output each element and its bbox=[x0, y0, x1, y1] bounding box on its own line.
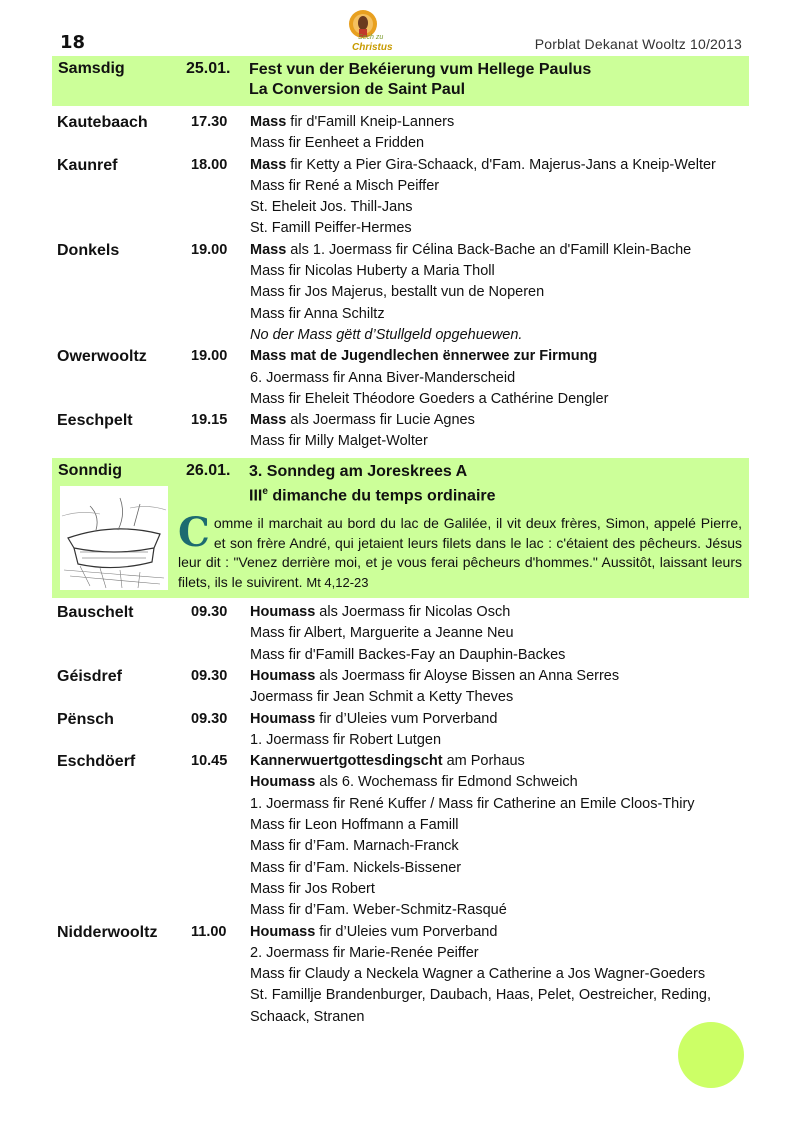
sunday-title-line1: 3. Sonndeg am Joreskrees A bbox=[249, 463, 468, 480]
intention-text: St. Eheleit Jos. Thill-Jans bbox=[250, 199, 413, 216]
intention-text: als Joermass fir Lucie Agnes bbox=[286, 412, 475, 429]
decorative-circle bbox=[678, 1022, 744, 1088]
intention-line bbox=[250, 155, 760, 176]
intention-line bbox=[250, 346, 760, 367]
intention-line bbox=[250, 602, 760, 623]
mass-intentions bbox=[250, 666, 760, 709]
intention-text: 6. Joermass fir Anna Biver-Manderscheid bbox=[250, 369, 516, 386]
mass-time: 09.30 bbox=[191, 710, 228, 727]
intention-line bbox=[250, 431, 760, 452]
intention-text: Mass fir d’Fam. Nickels-Bissener bbox=[250, 859, 462, 876]
intention-text: Mass fir René a Misch Peiffer bbox=[250, 177, 440, 194]
intention-text: Mass bbox=[250, 114, 287, 130]
intention-text: als Joermass fir Aloyse Bissen an Anna Serres bbox=[315, 667, 620, 684]
intention-text: Houmass bbox=[250, 604, 316, 620]
intention-line bbox=[250, 218, 760, 239]
intention-text: Houmass bbox=[250, 710, 316, 727]
intention-text: Mass fir Jos Majerus, bestallt vun de Noperen bbox=[250, 284, 545, 301]
feast-title-line1: Fest vun der Bekéierung vum Hellege Paulus bbox=[249, 61, 592, 78]
intention-text: als 1. Joermass fir Célina Back-Bache an d'Famill Klein-Bache bbox=[286, 241, 692, 258]
page-header bbox=[0, 0, 800, 56]
day-label: Samsdig bbox=[58, 60, 125, 77]
intention-line bbox=[250, 964, 760, 985]
intention-text: Mass fir Anna Schiltz bbox=[250, 305, 385, 322]
mass-intentions bbox=[250, 602, 760, 666]
parish-name: Géisdref bbox=[57, 667, 122, 685]
mass-intentions bbox=[250, 112, 760, 155]
intention-text: 1. Joermass fir René Kuffer / Mass fir Catherine an Emile Cloos-Thiry bbox=[250, 795, 695, 812]
intention-line bbox=[250, 197, 760, 218]
intention-text: fir d'Famill Kneip-Lanners bbox=[286, 114, 455, 130]
intention-text: als Joermass fir Nicolas Osch bbox=[315, 604, 511, 620]
parish-name: Kaunref bbox=[57, 156, 118, 174]
intention-line bbox=[250, 112, 760, 133]
intention-text: Houmass bbox=[250, 923, 316, 940]
intention-line bbox=[250, 730, 760, 751]
intention-line bbox=[250, 261, 760, 282]
parish-name: Kautebaach bbox=[57, 114, 148, 131]
quote-reference: Mt 4,12-23 bbox=[306, 574, 369, 590]
sunday-title-line2: IIIe dimanche du temps ordinaire bbox=[249, 486, 496, 505]
intention-line bbox=[250, 176, 760, 197]
intention-text: Mass fir Milly Malget-Wolter bbox=[250, 433, 428, 450]
mass-time: 19.00 bbox=[191, 348, 228, 365]
publication-title: Porblat Dekanat Wooltz 10/2013 bbox=[534, 36, 742, 52]
quote-text: omme il marchait au bord du lac de Galilée, il vit deux frères, Simon, appelé Pierre, et son frère André, qui jetaient leurs filets dans le lac : c'étaient des pêcheurs. Jésus leur dit : "Venez derrière moi, et je vous ferai pêcheurs d'hommes." Aussitôt, laissant leurs filets, ils le suivirent. bbox=[178, 515, 742, 590]
intention-text: Mass bbox=[250, 156, 287, 173]
intention-text: Mass fir Jos Robert bbox=[250, 880, 375, 897]
logo-name: Christus bbox=[352, 42, 393, 53]
intention-line bbox=[250, 751, 760, 772]
mass-time: 18.00 bbox=[191, 156, 228, 173]
intention-line bbox=[250, 922, 760, 943]
mass-intentions bbox=[250, 922, 760, 1028]
intention-text: 1. Joermass fir Robert Lutgen bbox=[250, 731, 442, 748]
mass-intentions bbox=[250, 410, 760, 453]
date-label: 25.01. bbox=[186, 60, 231, 77]
intention-text: Mass fir Claudy a Neckela Wagner a Catherine a Jos Wagner-Goeders bbox=[250, 966, 706, 983]
intention-text: St. Famillje Brandenburger, Daubach, Haas, Pelet, Oestreicher, Reding, bbox=[250, 987, 712, 1004]
mass-time: 10.45 bbox=[191, 753, 228, 770]
day-label: Sonndig bbox=[58, 462, 122, 479]
intention-text: als 6. Wochemass fir Edmond Schweich bbox=[315, 774, 578, 791]
intention-line bbox=[250, 985, 760, 1006]
feast-title-line2: La Conversion de Saint Paul bbox=[249, 81, 466, 98]
parish-name: Bauschelt bbox=[57, 604, 134, 621]
intention-line bbox=[250, 389, 760, 410]
intention-text: Mass fir Albert, Marguerite a Jeanne Neu bbox=[250, 625, 514, 642]
mass-time: 19.15 bbox=[191, 412, 228, 429]
intention-line bbox=[250, 368, 760, 389]
intention-text: Mass fir Nicolas Huberty a Maria Tholl bbox=[250, 263, 495, 280]
drop-cap: C bbox=[178, 509, 210, 556]
intention-text: Mass fir d’Fam. Marnach-Franck bbox=[250, 838, 459, 855]
intention-text: Kannerwuertgottesdingscht bbox=[250, 753, 443, 770]
parish-name: Donkels bbox=[57, 241, 120, 259]
parish-name: Eeschpelt bbox=[57, 412, 133, 430]
intention-line bbox=[250, 772, 760, 793]
intention-line bbox=[250, 794, 760, 815]
logo-tagline: Sech zu bbox=[358, 34, 384, 41]
sunday-title bbox=[249, 462, 496, 506]
gospel-quote bbox=[178, 509, 742, 592]
page-number: 18 bbox=[60, 32, 86, 53]
mass-intentions bbox=[250, 709, 760, 752]
intention-line bbox=[250, 687, 760, 708]
mass-time: 09.30 bbox=[191, 667, 228, 684]
mass-time: 09.30 bbox=[191, 604, 228, 620]
intention-text: fir Ketty a Pier Gira-Schaack, d'Fam. Majerus-Jans a Kneip-Welter bbox=[286, 156, 716, 173]
intention-line bbox=[250, 645, 760, 666]
intention-line bbox=[250, 836, 760, 857]
intention-text: Mass fir Eenheet a Fridden bbox=[250, 135, 425, 152]
date-label: 26.01. bbox=[186, 462, 231, 479]
intention-line bbox=[250, 666, 760, 687]
intention-text: Mass bbox=[250, 412, 287, 429]
intention-line bbox=[250, 709, 760, 730]
parish-name: Nidderwooltz bbox=[57, 923, 158, 941]
parish-name: Owerwooltz bbox=[57, 348, 147, 366]
intention-line bbox=[250, 1007, 760, 1028]
intention-text: Houmass bbox=[250, 667, 316, 684]
mass-time: 11.00 bbox=[191, 923, 227, 940]
intention-line bbox=[250, 133, 760, 154]
intention-text: Houmass bbox=[250, 774, 316, 791]
intention-text: Mass fir Leon Hoffmann a Famill bbox=[250, 816, 459, 833]
intention-text: St. Famill Peiffer-Hermes bbox=[250, 220, 412, 237]
parish-name: Eschdöerf bbox=[57, 753, 136, 771]
intention-text: fir d’Uleies vum Porverband bbox=[315, 710, 498, 727]
sunday-header-bar bbox=[52, 458, 749, 598]
intention-line bbox=[250, 900, 760, 921]
intention-text: Mass fir Eheleit Théodore Goeders a Cathérine Dengler bbox=[250, 390, 609, 407]
intention-text: Joermass fir Jean Schmit a Ketty Theves bbox=[250, 689, 514, 706]
fishing-boat-illustration bbox=[60, 486, 168, 590]
intention-text: Mass bbox=[250, 241, 287, 258]
mass-time: 19.00 bbox=[191, 241, 228, 258]
intention-text: Mass fir d'Famill Backes-Fay an Dauphin-Backes bbox=[250, 646, 566, 663]
intention-line bbox=[250, 240, 760, 261]
intention-text: No der Mass gëtt d’Stullgeld opgehuewen. bbox=[250, 326, 523, 343]
intention-text: Schaack, Stranen bbox=[250, 1008, 365, 1025]
parish-name: Pënsch bbox=[57, 710, 114, 728]
intention-text: am Porhaus bbox=[442, 753, 525, 770]
intention-line bbox=[250, 858, 760, 879]
feast-title bbox=[249, 60, 591, 100]
mass-intentions bbox=[250, 346, 760, 410]
intention-line bbox=[250, 282, 760, 303]
intention-line bbox=[250, 410, 760, 431]
mass-intentions bbox=[250, 240, 760, 346]
intention-text: 2. Joermass fir Marie-Renée Peiffer bbox=[250, 944, 479, 961]
intention-line bbox=[250, 879, 760, 900]
intention-text: fir d’Uleies vum Porverband bbox=[315, 923, 498, 940]
mass-time: 17.30 bbox=[191, 114, 228, 130]
intention-line bbox=[250, 304, 760, 325]
intention-text: Mass mat de Jugendlechen ënnerwee zur Firmung bbox=[250, 348, 598, 365]
mass-intentions bbox=[250, 155, 760, 240]
mass-intentions bbox=[250, 751, 760, 921]
saturday-header-bar bbox=[52, 56, 749, 106]
intention-line bbox=[250, 623, 760, 644]
intention-text: Mass fir d’Fam. Weber-Schmitz-Rasqué bbox=[250, 902, 507, 919]
intention-line bbox=[250, 325, 760, 346]
intention-line bbox=[250, 815, 760, 836]
intention-line bbox=[250, 943, 760, 964]
